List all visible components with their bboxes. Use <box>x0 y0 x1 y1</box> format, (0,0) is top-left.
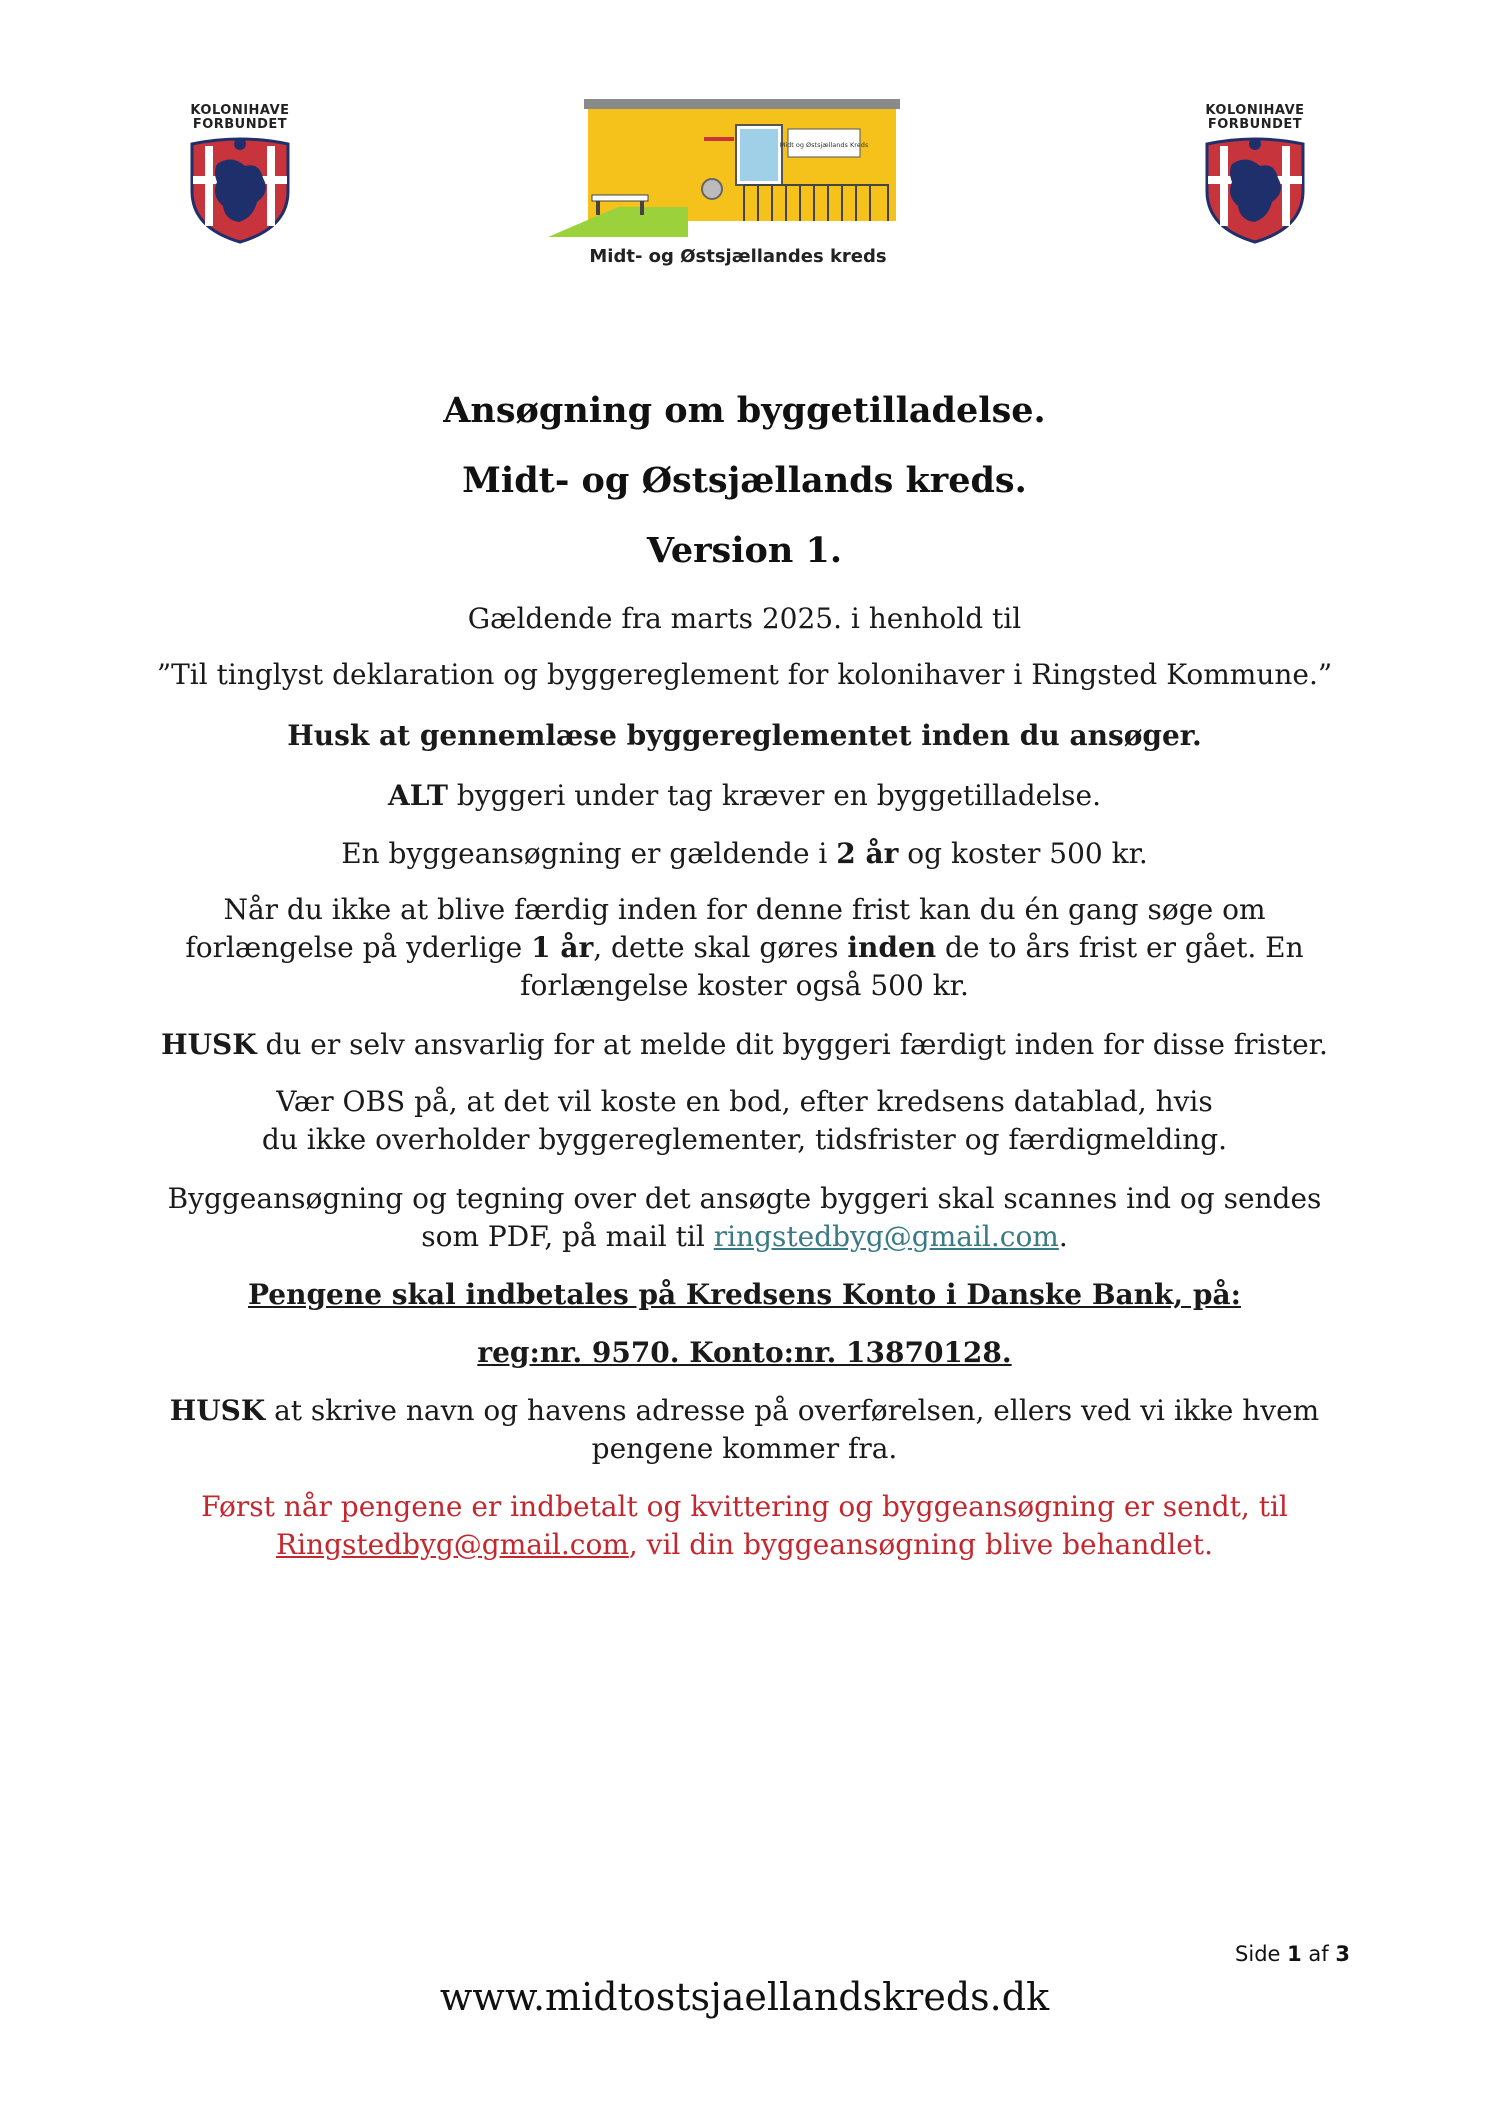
submission-text-a: Byggeansøgning og tegning over det ansøgte byggeri skal scannes ind og sendes som PDF, på mail til <box>167 1182 1322 1253</box>
page-total: 3 <box>1335 1942 1350 1966</box>
validity-text-a: En byggeansøgning er gældende i <box>341 837 837 870</box>
logo-text-right-1: KOLONIHAVE <box>1205 103 1305 118</box>
validity-years: 2 år <box>836 837 899 870</box>
kreds-house-logo <box>548 97 928 272</box>
house-sign: Midt og Østsjællands Kreds <box>779 141 869 149</box>
submission-paragraph <box>150 1180 1339 1256</box>
extension-text-b: , dette skal gøres <box>593 931 848 964</box>
document-subtitle: Midt- og Østsjællands kreds. <box>462 460 1027 501</box>
regulation-reference: ”Til tinglyst deklaration og byggereglement for kolonihaver i Ringsted Kommune.” <box>156 658 1333 691</box>
website-url[interactable]: www.midtostsjaellandskreds.dk <box>439 1975 1050 2019</box>
logo-text-right-2: FORBUNDET <box>1207 117 1303 132</box>
shield-icon <box>187 136 293 244</box>
emphasis-husk: HUSK <box>161 1028 257 1061</box>
permit-validity <box>130 835 1359 873</box>
extension-years: 1 år <box>531 931 594 964</box>
transfer-note-text: at skrive navn og havens adresse på overførelsen, ellers ved vi ikke hvem pengene kommer fra. <box>265 1394 1320 1465</box>
extension-before: inden <box>847 931 937 964</box>
house-icon <box>548 97 928 242</box>
bank-account-details: reg:nr. 9570. Konto:nr. 13870128. <box>477 1336 1012 1369</box>
transfer-note <box>150 1392 1339 1468</box>
page-prefix: Side <box>1235 1942 1288 1966</box>
valid-from-text: Gældende fra marts 2025. i henhold til <box>467 602 1022 635</box>
shield-icon <box>1202 136 1308 244</box>
submission-text-b: . <box>1058 1220 1068 1253</box>
kolonihaveforbundet-logo-left <box>181 104 299 244</box>
processing-text-a: Først når pengene er indbetalt og kvittering og byggeansøgning er sendt, til <box>201 1490 1288 1523</box>
emphasis-husk-2: HUSK <box>169 1394 266 1427</box>
emphasis-alt: ALT <box>388 779 448 812</box>
permit-text: byggeri under tag kræver en byggetilladelse. <box>447 779 1101 812</box>
validity-text-b: og koster 500 kr. <box>898 837 1148 870</box>
kolonihaveforbundet-logo-right <box>1196 104 1314 244</box>
page-current: 1 <box>1287 1942 1302 1966</box>
logo-text-left-2: FORBUNDET <box>192 117 288 132</box>
extension-text-a: Når du ikke at blive færdig inden for denne frist kan du én gang søge om forlængelse på yderlige <box>185 893 1266 964</box>
document-title: Ansøgning om byggetilladelse. <box>443 390 1046 431</box>
all-building-requires-permit <box>130 777 1359 815</box>
email-link[interactable]: ringstedbyg@gmail.com <box>713 1220 1059 1253</box>
extension-paragraph <box>170 891 1319 1005</box>
responsibility-paragraph <box>100 1026 1389 1064</box>
processing-note <box>180 1488 1309 1564</box>
responsibility-text: du er selv ansvarlig for at melde dit byggeri færdigt inden for disse frister. <box>256 1028 1328 1061</box>
processing-email-link[interactable]: Ringstedbyg@gmail.com <box>276 1528 629 1561</box>
logo-text-left-1: KOLONIHAVE <box>190 103 290 118</box>
page-mid: af <box>1301 1942 1336 1966</box>
processing-text-b: , vil din byggeansøgning blive behandlet. <box>628 1528 1213 1561</box>
penalty-paragraph: Vær OBS på, at det vil koste en bod, efter kredsens datablad, hvis du ikke overholder byggereglementer, tidsfrister og færdigmelding. <box>261 1085 1228 1156</box>
extension-text-c: de to års frist er gået. En forlængelse koster også 500 kr. <box>520 931 1304 1002</box>
document-version: Version 1. <box>646 530 843 571</box>
payment-instruction: Pengene skal indbetales på Kredsens Konto i Danske Bank, på: <box>247 1278 1241 1311</box>
reminder-read-regulation: Husk at gennemlæse byggereglementet inden du ansøger. <box>287 719 1202 752</box>
center-logo-caption: Midt- og Østsjællandes kreds <box>589 246 887 267</box>
page-number <box>1150 1942 1350 1966</box>
